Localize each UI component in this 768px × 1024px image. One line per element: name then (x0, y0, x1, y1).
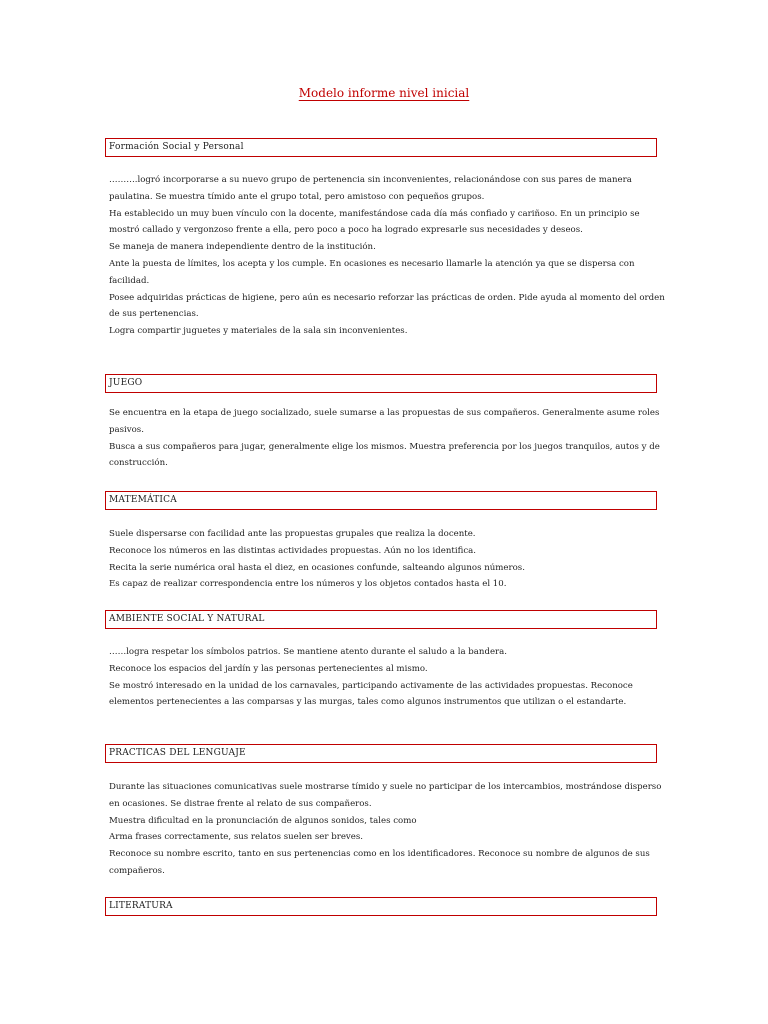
paragraph-line: paulatina. Se muestra tímido ante el grupo total, pero amistoso con pequeños grupos. (109, 191, 485, 202)
paragraph-line: Ha establecido un muy buen vínculo con la docente, manifestándose cada día más confiado y cariñoso. En un principio se (109, 208, 640, 219)
paragraph-line: Durante las situaciones comunicativas suele mostrarse tímido y suele no participar de los intercambios, mostrándose disperso (109, 782, 662, 792)
section-heading-lenguaje: PRACTICAS DEL LENGUAJE (105, 744, 657, 763)
paragraph-line: facilidad. (109, 275, 150, 286)
section-heading-formacion: Formación Social y Personal (105, 138, 657, 157)
paragraph-line: Reconoce los números en las distintas actividades propuestas. Aún no los identifica. (109, 545, 477, 556)
paragraph-line: Reconoce los espacios del jardín y las personas pertenecientes al mismo. (109, 663, 428, 674)
section-body-lenguaje (109, 779, 662, 880)
section-body-matematica (109, 526, 659, 593)
paragraph-line: Ante la puesta de límites, los acepta y los cumple. En ocasiones es necesario llamarle la atención ya que se dispersa con (109, 258, 635, 269)
section-heading-literatura: LITERATURA (105, 897, 657, 916)
paragraph-line: en ocasiones. Se distrae frente al relato de sus compañeros. (109, 798, 372, 809)
paragraph-line: mostró callado y vergonzoso frente a ella, pero poco a poco ha logrado expresarle sus necesidades y deseos. (109, 225, 583, 236)
section-heading-matematica: MATEMÁTICA (105, 491, 657, 510)
paragraph-line: Recita la serie numérica oral hasta el diez, en ocasiones confunde, salteando algunos números. (109, 562, 525, 573)
section-heading-ambiente: AMBIENTE SOCIAL Y NATURAL (105, 610, 657, 629)
paragraph-line: Reconoce su nombre escrito, tanto en sus pertenencias como en los identificadores. Reconoce su nombre de algunos de sus (109, 849, 650, 860)
paragraph-line: Muestra dificultad en la pronunciación de algunos sonidos, tales como (109, 815, 417, 826)
paragraph-line: ……logra respetar los símbolos patrios. Se mantiene atento durante el saludo a la bandera. (109, 647, 508, 657)
paragraph-line: pasivos. (109, 424, 144, 435)
section-heading-juego: JUEGO (105, 374, 657, 393)
paragraph-line: construcción. (109, 458, 168, 469)
paragraph-line: Busca a sus compañeros para jugar, generalmente elige los mismos. Muestra preferencia por los juegos tranquilos, autos y de (109, 441, 660, 452)
section-body-juego (109, 405, 659, 472)
paragraph-line: ……….logró incorporarse a su nuevo grupo de pertenencia sin inconvenientes, relacionándose con sus pares de manera (109, 175, 632, 185)
section-body-ambiente (109, 644, 659, 711)
paragraph-line: Suele dispersarse con facilidad ante las propuestas grupales que realiza la docente. (109, 529, 476, 539)
paragraph-line: de sus pertenencias. (109, 309, 199, 320)
paragraph-line: compañeros. (109, 865, 165, 876)
paragraph-line: Se mostró interesado en la unidad de los carnavales, participando activamente de las actividades propuestas. Reconoce (109, 680, 633, 691)
paragraph-line: Logra compartir juguetes y materiales de la sala sin inconvenientes. (109, 326, 408, 337)
paragraph-line: Se encuentra en la etapa de juego socializado, suele sumarse a las propuestas de sus compañeros. Generalmente asume roles (109, 408, 660, 418)
paragraph-line: Arma frases correctamente, sus relatos suelen ser breves. (109, 832, 363, 843)
document-title: Modelo informe nivel inicial (298, 86, 470, 100)
paragraph-line: Posee adquiridas prácticas de higiene, pero aún es necesario reforzar las prácticas de orden. Pide ayuda al momento del orden (109, 292, 665, 303)
paragraph-line: Se maneja de manera independiente dentro de la institución. (109, 242, 376, 253)
paragraph-line: Es capaz de realizar correspondencia entre los números y los objetos contados hasta el 10. (109, 579, 507, 590)
section-body-formacion (109, 172, 665, 340)
paragraph-line: elementos pertenecientes a las comparsas y las murgas, tales como algunos instrumentos que utilizan o el estandarte. (109, 697, 627, 708)
